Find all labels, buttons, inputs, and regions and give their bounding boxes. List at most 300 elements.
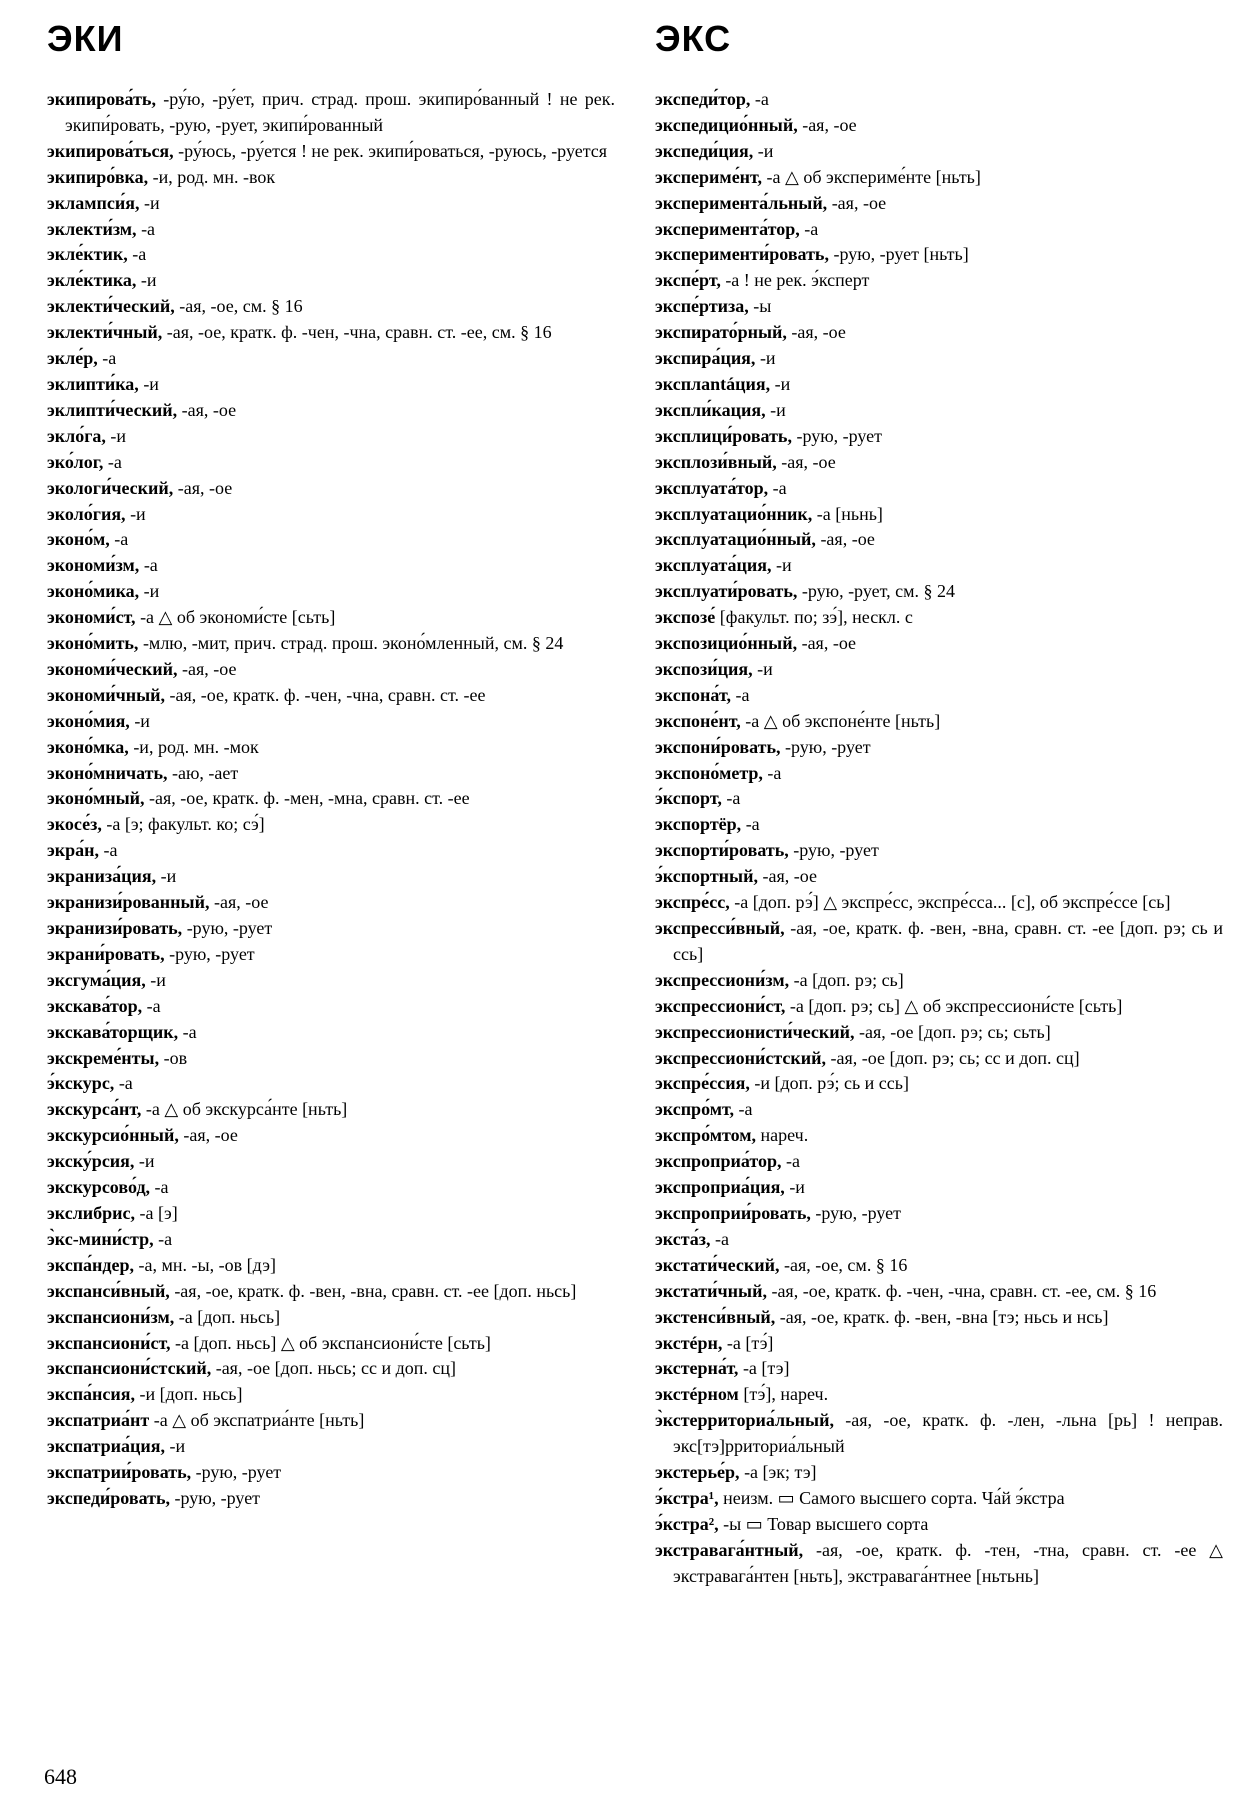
entry-headword: экспресси́вный, [655,918,785,938]
dictionary-entry [655,1097,1223,1123]
dictionary-entry [655,1071,1223,1097]
entry-headword: экспре́ссия, [655,1073,750,1094]
dictionary-entry [655,968,1223,994]
entry-definition: -а [эк; тэ] [739,1462,817,1483]
entry-definition: -и, род. мн. -вок [148,166,276,187]
dictionary-entry [655,812,1223,838]
dictionary-entry [655,1382,1223,1408]
dictionary-entry [47,916,615,942]
dictionary-entry [47,605,615,631]
dictionary-entry [655,1538,1223,1590]
entry-headword: экологи́ческий, [47,477,174,498]
entry-headword: экспроприа́тор, [655,1151,782,1172]
entry-headword: эксплуатацио́нник, [655,503,813,524]
entry-headword: экспе́ртиза, [655,296,749,317]
entry-headword: экспериме́нт, [655,166,763,187]
dictionary-entry [47,242,615,268]
dictionary-entry [47,139,615,165]
dictionary-entry [47,1253,615,1279]
entry-headword: экономи́зм, [47,555,140,576]
entry-headword: экспатриа́нт [47,1410,150,1431]
entry-headword: эконо́мить, [47,633,139,654]
entry-definition: -ая, -ое [815,529,875,550]
entry-definition: -рую, -рует [ньть] [828,244,969,265]
dictionary-entry [655,1253,1223,1279]
dictionary-entry [47,1123,615,1149]
entry-headword: экстерна́т, [655,1358,739,1379]
dictionary-entry [47,87,615,139]
dictionary-entry [47,1046,615,1072]
dictionary-entry [47,165,615,191]
dictionary-entry [47,683,615,709]
dictionary-entry [655,657,1223,683]
dictionary-entry [47,217,615,243]
entry-definition: -а [тэ] [738,1358,790,1379]
entry-definition: -а [103,451,122,472]
entry-definition: -ая, -ое, см. § 16 [779,1254,908,1275]
entry-definition: -а [142,995,161,1016]
entry-definition: -рую, -рует [810,1202,901,1223]
dictionary-entry [655,1046,1223,1072]
dictionary-entry [47,786,615,812]
entry-definition: -а [99,840,118,861]
entry-headword: экспози́ция, [655,658,753,679]
entry-headword: экспедицио́нный, [655,114,798,135]
dictionary-entry [655,1175,1223,1201]
entry-headword: экспатриа́ция, [47,1436,166,1457]
dictionary-entry [47,1071,615,1097]
dictionary-entry [655,1279,1223,1305]
entry-headword: эконо́мия, [47,710,130,731]
dictionary-entry [47,994,615,1020]
entry-headword: экспоно́метр, [655,762,763,783]
entry-definition: [тэ́], нареч. [738,1384,829,1405]
entry-definition: -а [781,1151,800,1172]
entry-definition: -и [134,1151,155,1172]
dictionary-entry [655,398,1223,424]
entry-headword: эксплуата́ция, [655,555,772,576]
dictionary-entry [655,191,1223,217]
entry-definition: -и [165,1436,186,1457]
dictionary-entry [47,812,615,838]
entry-headword: экспира́ция, [655,348,756,369]
entry-headword: эксперименти́ровать, [655,244,829,265]
entry-headword: экспре́сс, [655,892,730,913]
entry-definition: -а [97,348,117,369]
entry-headword: эксгума́ция, [47,969,146,990]
dictionary-entry [655,502,1223,528]
entry-definition: -рую, -рует [788,840,879,861]
entry-definition: -рую, -рует [164,943,255,964]
entry-definition: -и [753,140,774,161]
entry-headword: экстенси́вный, [655,1306,776,1327]
dictionary-entry [47,1279,615,1305]
entry-definition: [факульт. по; зэ́], нескл. с [715,607,913,628]
entry-headword: экспанси́вный, [47,1280,170,1301]
dictionary-entry [655,761,1223,787]
dictionary-entry [655,1227,1223,1253]
dictionary-entry [655,346,1223,372]
entry-headword: экспатрии́ровать, [47,1462,192,1483]
dictionary-entry [47,294,615,320]
entry-headword: экскава́торщик, [47,1021,179,1042]
entry-definition: -а [ньнь] [812,503,883,524]
dictionary-entry [47,631,615,657]
entry-definition: -ая, -ое, кратк. ф. -чен, -чна, сравн. ст. -ее [165,684,486,705]
entry-definition: -а [э; факульт. ко; сэ́] [101,814,265,835]
dictionary-entry [47,398,615,424]
dictionary-entry [47,864,615,890]
entry-definition: -а [730,684,750,705]
entry-headword: эклекти́ческий, [47,296,175,317]
entry-definition: -а [тэ́] [722,1332,774,1353]
left-column [47,87,615,1512]
dictionary-entry [47,1382,615,1408]
dictionary-entry [655,165,1223,191]
dictionary-entry [655,916,1223,968]
dictionary-entry [47,1201,615,1227]
entry-definition: -и [784,1177,805,1198]
entry-headword: экстравага́нтный, [655,1539,804,1560]
dictionary-entry [655,631,1223,657]
entry-definition: -а [153,1228,173,1249]
entry-definition: -и [129,710,150,731]
dictionary-entry [47,424,615,450]
entry-definition: -а [741,814,760,835]
entry-headword: экспансиони́ст, [47,1332,171,1353]
dictionary-entry [655,553,1223,579]
entry-definition: -ая, -ое, кратк. ф. -лен, -льна [рь] ! неправ. экс[тэ]рриториа́льный [673,1410,1223,1457]
dictionary-entry [47,761,615,787]
entry-definition: -а [доп. ньсь] [174,1306,281,1327]
entry-headword: экле́ктик, [47,244,128,265]
dictionary-entry [655,320,1223,346]
entry-definition: -а ! не рек. э́ксперт [720,270,870,291]
entry-definition: -и [139,581,160,602]
dictionary-entry [655,294,1223,320]
dictionary-entry [655,1408,1223,1460]
dictionary-entry [655,838,1223,864]
entry-headword: эклампси́я, [47,192,140,213]
entry-definition: -ая, -ое [доп. рэ; сь; сьть] [854,1021,1051,1042]
entry-definition: -и [138,373,159,394]
dictionary-entry [47,476,615,502]
dictionary-entry [47,709,615,735]
entry-headword: эклипти́ка, [47,373,139,394]
dictionary-entry [47,1097,615,1123]
entry-definition: -а △ об экспериме́нте [ньть] [762,166,981,187]
entry-headword: э́кспортный, [655,866,758,887]
entry-definition: -ая, -ое, кратк. ф. -тен, -тна, сравн. ст. -ее △ экстравага́нтен [ньть], экстравага́нтнее [ньтьнь] [673,1539,1223,1586]
entry-headword: экстéрн, [655,1332,723,1353]
entry-headword: эксперимента́тор, [655,218,800,239]
entry-headword: эконо́мика, [47,581,140,602]
dictionary-entry [47,320,615,346]
entry-headword: экску́рсия, [47,1151,135,1172]
entry-definition: -а [доп. рэ́] △ экспре́сс, экспре́сса... [с], об экспре́ссе [сь] [729,892,1171,913]
dictionary-entry [655,1149,1223,1175]
entry-headword: эксплуати́ровать, [655,581,798,602]
entry-headword: экскурсио́нный, [47,1125,179,1146]
dictionary-entry [47,1149,615,1175]
entry-headword: экспозе́ [655,607,716,628]
dictionary-entry [47,1408,615,1434]
entry-definition: -рую, -рует [780,736,871,757]
dictionary-entry [655,1305,1223,1331]
entry-headword: экспро́мт, [655,1099,734,1120]
dictionary-entry [47,450,615,476]
right-column [655,87,1223,1590]
entry-definition: -а [710,1228,729,1249]
entry-definition: -ая, -ое [827,192,887,213]
dictionary-entry [47,890,615,916]
entry-definition: -рую, -рует [191,1462,282,1483]
dictionary-entry [655,372,1223,398]
entry-headword: эконо́мный, [47,788,145,809]
page-number: 648 [44,1764,77,1789]
entry-headword: экста́з, [655,1228,711,1249]
entry-headword: эклекти́зм, [47,218,137,239]
dictionary-entry [47,191,615,217]
entry-definition: неизм. ▭ Самого высшего сорта. Ча́й э́кстра [718,1487,1065,1508]
entry-definition: -а [750,89,769,109]
dictionary-entry [47,1227,615,1253]
entry-definition: -ая, -ое, кратк. ф. -вен, -вна, сравн. ст. -ее [доп. рэ; сь и ссь] [673,918,1223,964]
entry-definition: -ая, -ое [178,1125,238,1146]
entry-headword: экспрессиони́ст, [655,995,786,1016]
entry-headword: экспорти́ровать, [655,840,789,861]
entry-headword: экспроприа́ция, [655,1177,785,1198]
dictionary-entry [655,1356,1223,1382]
entry-headword: экспрессионисти́ческий, [655,1021,855,1042]
entry-headword: эксплуата́тор, [655,477,769,498]
entry-headword: эконо́мничать, [47,762,168,783]
entry-headword: экспони́ровать, [655,736,781,757]
dictionary-entry [655,424,1223,450]
entry-definition: -а [доп. рэ; сь] [789,969,904,990]
dictionary-entry [47,657,615,683]
dictionary-entry [47,1175,615,1201]
page-header-right: ЭКС [655,18,732,59]
entry-definition: -ая, -ое [177,658,237,679]
dictionary-entry [47,553,615,579]
dictionary-entry [655,1486,1223,1512]
entry-definition: -ая, -ое [доп. рэ; сь; сс и доп. сц] [826,1047,1080,1068]
entry-definition: -ру́юсь, -ру́ется ! не рек. экипи́роваться, -руюсь, -руется [173,140,608,161]
dictionary-entry [47,735,615,761]
dictionary-entry [655,1331,1223,1357]
entry-headword: эклекти́чный, [47,322,163,343]
entry-headword: эклипти́ческий, [47,399,178,420]
entry-definition: -рую, -рует, см. § 24 [797,581,955,602]
entry-definition: -ая, -ое [177,399,237,420]
dictionary-entry [655,476,1223,502]
dictionary-entry [47,268,615,294]
dictionary-entry [655,786,1223,812]
dictionary-entry [655,579,1223,605]
entry-definition: -ая, -ое [786,322,846,343]
entry-headword: экслибрис, [47,1202,136,1223]
entry-definition: -а [762,762,782,783]
entry-definition: -а [э] [135,1202,178,1223]
dictionary-entry [47,942,615,968]
entry-definition: -а [178,1021,197,1042]
page-header-left: ЭКИ [47,18,124,59]
entry-headword: экспирато́рный, [655,322,787,343]
entry-definition: -ая, -ое, кратк. ф. -вен, -вна, сравн. ст. -ее [доп. ньсь] [169,1280,577,1301]
entry-headword: э́кскурс, [47,1073,115,1094]
dictionary-entry [655,864,1223,890]
entry-headword: экспеди́ровать, [47,1487,170,1508]
entry-headword: экскурсово́д, [47,1177,151,1198]
entry-definition: -и [752,658,773,679]
entry-definition: -и [доп. рэ́; сь и ссь] [749,1073,909,1094]
entry-headword: экстати́чный, [655,1280,767,1301]
entry-definition: -а △ об экономи́сте [сьть] [135,607,336,628]
entry-headword: экскреме́нты, [47,1047,160,1068]
entry-headword: эксплantáция, [655,373,771,394]
dictionary-entry [47,1486,615,1512]
entry-definition: -ы [748,296,772,317]
entry-headword: экспона́т, [655,684,731,705]
entry-definition: -а [114,1073,133,1094]
entry-definition: нареч. [756,1125,809,1146]
dictionary-entry [655,1460,1223,1486]
dictionary-entry [655,735,1223,761]
entry-definition: -ая, -ое, кратк. ф. -чен, -чна, сравн. ст. -ее, см. § 16 [162,322,552,343]
dictionary-entry [655,113,1223,139]
entry-definition: -ая, -ое [797,633,857,654]
dictionary-entry [655,1201,1223,1227]
entry-headword: э́кстра², [655,1513,719,1534]
dictionary-entry [655,890,1223,916]
entry-definition: -а [доп. рэ; сь] △ об экспрессиони́сте [сьть] [785,995,1123,1016]
entry-headword: экспеди́ция, [655,140,754,161]
entry-headword: экипиро́вка, [47,166,149,187]
dictionary-entry [47,346,615,372]
entry-definition: -ов [159,1047,188,1068]
entry-definition: -ая, -ое [757,866,817,887]
dictionary-entry [47,527,615,553]
entry-definition: -рую, -рует [791,425,883,446]
entry-definition: -и [145,969,166,990]
dictionary-entry [47,1356,615,1382]
entry-definition: -и [770,373,791,394]
entry-headword: экономи́ст, [47,607,136,628]
dictionary-entry [655,87,1223,113]
entry-definition: -а [127,244,147,265]
entry-headword: экстéрном [655,1384,739,1405]
entry-headword: экспрессиони́стский, [655,1047,827,1068]
entry-headword: э̀кс-мини́стр, [47,1228,154,1249]
entry-definition: -а [136,218,156,239]
entry-headword: эконо́м, [47,529,110,550]
entry-headword: экспрессиони́зм, [655,969,790,990]
dictionary-entry [655,268,1223,294]
entry-headword: экранизи́ровать, [47,918,183,938]
entry-headword: экло́га, [47,425,106,446]
entry-headword: экле́р, [47,348,98,369]
entry-headword: экра́н, [47,840,100,861]
dictionary-entry [47,1460,615,1486]
entry-definition: -и [139,192,160,213]
dictionary-entry [47,968,615,994]
dictionary-entry [47,838,615,864]
entry-definition: -и [771,555,792,576]
entry-definition: -и [125,503,146,524]
entry-headword: экспортёр, [655,814,742,835]
entry-definition: -ая, -ое [доп. ньсь; сс и доп. сц] [211,1358,457,1379]
dictionary-entry [655,450,1223,476]
entry-definition: -и [156,866,177,887]
entry-definition: -а [доп. ньсь] △ об экспансиони́сте [сьть] [170,1332,491,1353]
dictionary-entry [47,502,615,528]
entry-definition: -а [109,529,129,550]
dictionary-entry [47,1434,615,1460]
entry-definition: -и [765,399,786,420]
entry-definition: -и [136,270,157,291]
entry-headword: экспе́рт, [655,270,721,291]
entry-definition: -а △ об экспатриа́нте [ньть] [149,1410,365,1431]
entry-headword: эксплози́вный, [655,451,777,472]
entry-headword: эколо́гия, [47,503,126,524]
dictionary-entry [47,579,615,605]
entry-definition: -а [733,1099,753,1120]
entry-headword: эксплуатацио́нный, [655,529,816,550]
entry-definition: -а, мн. -ы, -ов [дэ] [134,1254,276,1275]
dictionary-entry [655,139,1223,165]
entry-definition: -и [доп. ньсь] [135,1384,243,1405]
entry-headword: экипирова́ться, [47,140,174,161]
entry-headword: э́кспорт, [655,788,722,809]
entry-definition: -рую, -рует [169,1487,261,1508]
entry-definition: -ая, -ое, кратк. ф. -вен, -вна [тэ; ньсь и нсь] [775,1306,1109,1327]
entry-definition: -ая, -ое, см. § 16 [174,296,303,317]
entry-definition: -и [105,425,127,446]
dictionary-entry [655,1020,1223,1046]
dictionary-entry [47,1331,615,1357]
dictionary-entry [655,1512,1223,1538]
dictionary-entry [655,527,1223,553]
entry-definition: -и, род. мн. -мок [128,736,259,757]
entry-definition: -ая, -ое [797,114,857,135]
entry-headword: экстерье́р, [655,1462,740,1483]
dictionary-entry [655,683,1223,709]
entry-definition: -ая, -ое [173,477,233,498]
entry-headword: экраниза́ция, [47,866,157,887]
dictionary-entry [655,242,1223,268]
entry-headword: экле́ктика, [47,270,137,291]
entry-headword: эко́лог, [47,451,104,472]
entry-definition: -млю, -мит, прич. страд. прош. эконо́мленный, см. § 24 [138,633,564,654]
entry-headword: экранизи́рованный, [47,892,210,913]
entry-definition: -ая, -ое [776,451,836,472]
entry-headword: экрани́ровать, [47,943,165,964]
entry-definition: -ая, -ое [209,892,269,913]
dictionary-entry [47,1020,615,1046]
entry-definition: -а [721,788,741,809]
dictionary-entry [655,709,1223,735]
dictionary-entry [655,1123,1223,1149]
dictionary-entry [47,372,615,398]
dictionary-entry [655,217,1223,243]
entry-definition: -аю, -ает [167,762,239,783]
entry-headword: экспли́кация, [655,399,766,420]
entry-headword: экскава́тор, [47,995,143,1016]
entry-headword: экипирова́ть, [47,89,156,109]
entry-definition: -а △ об экскурса́нте [ньть] [141,1099,348,1120]
entry-headword: экспа́ндер, [47,1254,135,1275]
